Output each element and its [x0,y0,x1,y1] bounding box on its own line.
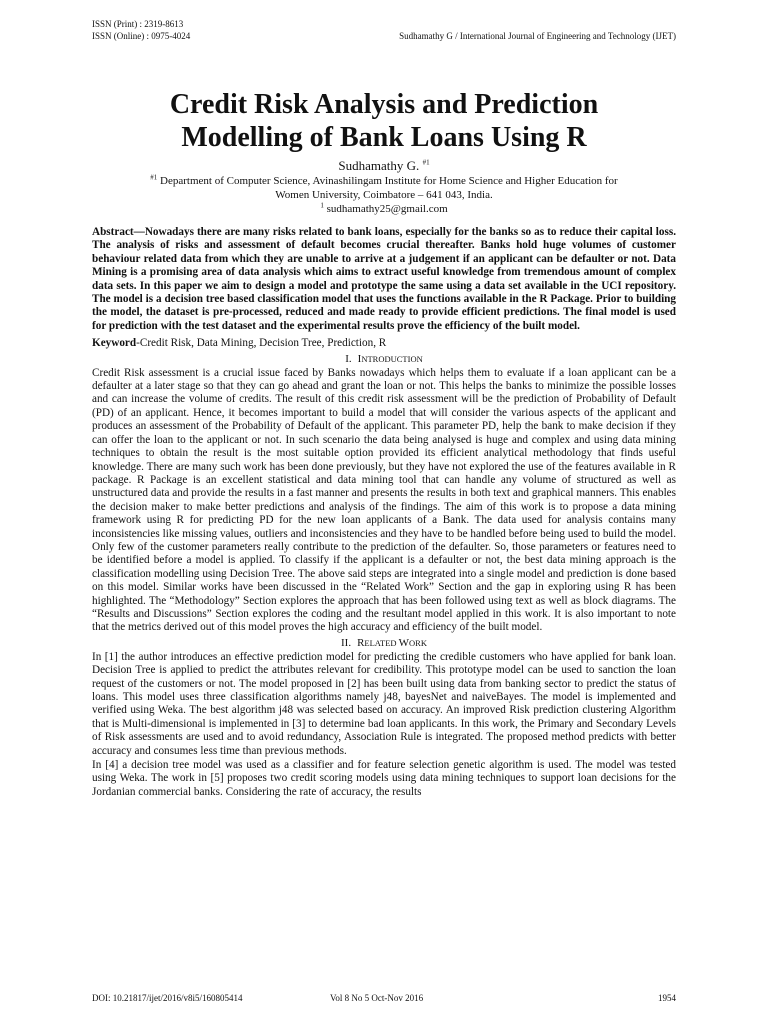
issn-block [92,18,190,42]
author-name: Sudhamathy G. [338,158,420,173]
email-sup: 1 [320,201,324,210]
section-heading-related-work [92,637,676,650]
doi[interactable]: DOI: 10.21817/ijet/2016/v8i5/160805414 [92,993,243,1003]
email-address[interactable]: sudhamathy25@gmail.com [326,203,448,215]
issn-online: ISSN (Online) : 0975-4024 [92,31,191,41]
volume-issue: Vol 8 No 5 Oct-Nov 2016 [330,993,424,1003]
page-number: 1954 [658,993,676,1003]
affiliation-text-1: Department of Computer Science, Avinashilingam Institute for Home Science and Higher Education for [160,175,618,187]
title-line-2: Modelling of Bank Loans Using R [181,122,587,153]
title-line-1: Credit Risk Analysis and Prediction [169,89,599,120]
issn-print: ISSN (Print) : 2319-8613 [92,19,184,29]
affiliation-sup: #1 [150,173,158,182]
keyword-list: -Credit Risk, Data Mining, Decision Tree, Prediction, R [136,337,387,350]
keywords [92,337,676,350]
section-number: II. [341,636,352,649]
journal-name: Sudhamathy G / International Journal of Engineering and Technology (IJET) [399,31,676,41]
author-sup: #1 [422,158,430,167]
affiliation-line-2: Women University, Coimbatore – 641 043, India. [275,189,493,201]
paper-body [92,88,676,800]
section-initial: W [398,636,410,649]
affiliation-line-1 [92,174,676,188]
introduction-paragraph: Credit Risk assessment is a crucial issue faced by Banks nowadays which helps them to evaluate if a loan applicant can be a defaulter at a later stage so that they can go ahead and grant the loan or not. This helps the banks to minimize the possible losses and can increase the volume of credits. The result of this credit risk assessment will be the prediction of Probability of Default (PD) of an applicant. Hence, it becomes important to build a model that will consider the various aspects of the applicant and produces an assessment of the Probability of Default of the applicant. This parameter PD, help the bank to make decision if they can offer the loan to the applicant or not. In such scenario the data being analysed is huge and complex and using data mining techniques to obtain the result is the most suitable option provided its efficient analytical methodology that finds useful knowledge. There are many such work has been done previously, but they have not explored the use of the features available in R package. R Package is an excellent statistical and data mining tool that can handle any volume of structured as well as unstructured data and provide the results in a fast manner and presents the results in both text and graphical manners. This enables the decision maker to make better predictions and analysis of the findings. The aim of this work is to propose a data mining framework using R for predicting PD for the new loan applicants of a Bank. The data used for analysis contains many inconsistencies like missing values, outliers and inconsistencies and they have to be handled before being used to build the model. Only few of the customer parameters really contribute to the prediction of the defaulter. So, those parameters or features need to be identified before a model is applied. To classify if the applicant is a defaulter or not, the best data mining approach is the classification modelling using Decision Tree. The above said steps are integrated into a single model and prediction is done based on this model. Similar works have been discussed in the “Related Work” Section and the gap in exploring using R has been highlighted. The “Methodology” Section explores the approach that has been followed using text as well as block diagrams. The “Results and Discussions” Section explores the coding and the resultant model applied in this work. It is also important to note that the metrics derived out of this model proves the high accuracy and efficiency of the built model. [92,366,676,634]
affiliation [92,174,676,216]
keyword-label: Keyword [92,337,137,350]
section-heading-introduction [92,353,676,366]
section-number: I. [345,352,352,365]
author-line [92,158,676,174]
section-initial: I [357,352,362,365]
section-initial: R [357,636,365,649]
abstract: Abstract—Nowadays there are many risks related to bank loans, especially for the banks so as to reduce their capital loss. The analysis of risks and assessment of default becomes crucial thereafter. Banks hold huge volumes of customer behaviour related data from which they are unable to arrive at a judgement if an applicant can be defaulter or not. Data Mining is a promising area of data analysis which aims to extract useful knowledge from tremendous amount of complex data sets. In this paper we aim to design a model and prototype the same using a data set available in the UCI repository. The model is a decision tree based classification model that uses the functions available in the R Package. Prior to building the model, the dataset is pre-processed, reduced and made ready to provide efficient predictions. The final model is used for prediction with the test dataset and the experimental results prove the efficiency of the built model. [92,226,676,332]
related-work-paragraph-2: In [4] a decision tree model was used as a classifier and for feature selection genetic algorithm is used. The model was tested using Weka. The work in [5] proposes two credit scoring models using data mining techniques to support loan decisions for the Jordanian commercial banks. Considering the rate of accuracy, the results [92,759,676,798]
related-work-paragraph-1: In [1] the author introduces an effective prediction model for predicting the credible customers who have applied for bank loan. Decision Tree is applied to predict the attributes relevant for credibility. This prototype model can be used to sanction the loan request of the customers or not. The model proposed in [2] has been built using data from banking sector to predict the status of loans. This model uses three classification algorithms namely j48, bayesNet and naiveBayes. The model is implemented and verified using Weka. The best algorithm j48 was selected based on accuracy. An improved Risk prediction clustering Algorithm that is Multi-dimensional is implemented in [3] to determine bad loan applicants. In this work, the Primary and Secondary Levels of Risk assessments are used and to avoid redundancy, Association Rule is integrated. The proposed method predicts with better accuracy and consumes less time than previous methods. [92,650,676,757]
section-title-rest: NTRODUCTION [361,353,423,364]
paper-title [92,88,676,154]
email-line [92,202,676,216]
section-title-rest: ORK [409,637,427,648]
section-title-rest: ELATED [364,637,399,648]
